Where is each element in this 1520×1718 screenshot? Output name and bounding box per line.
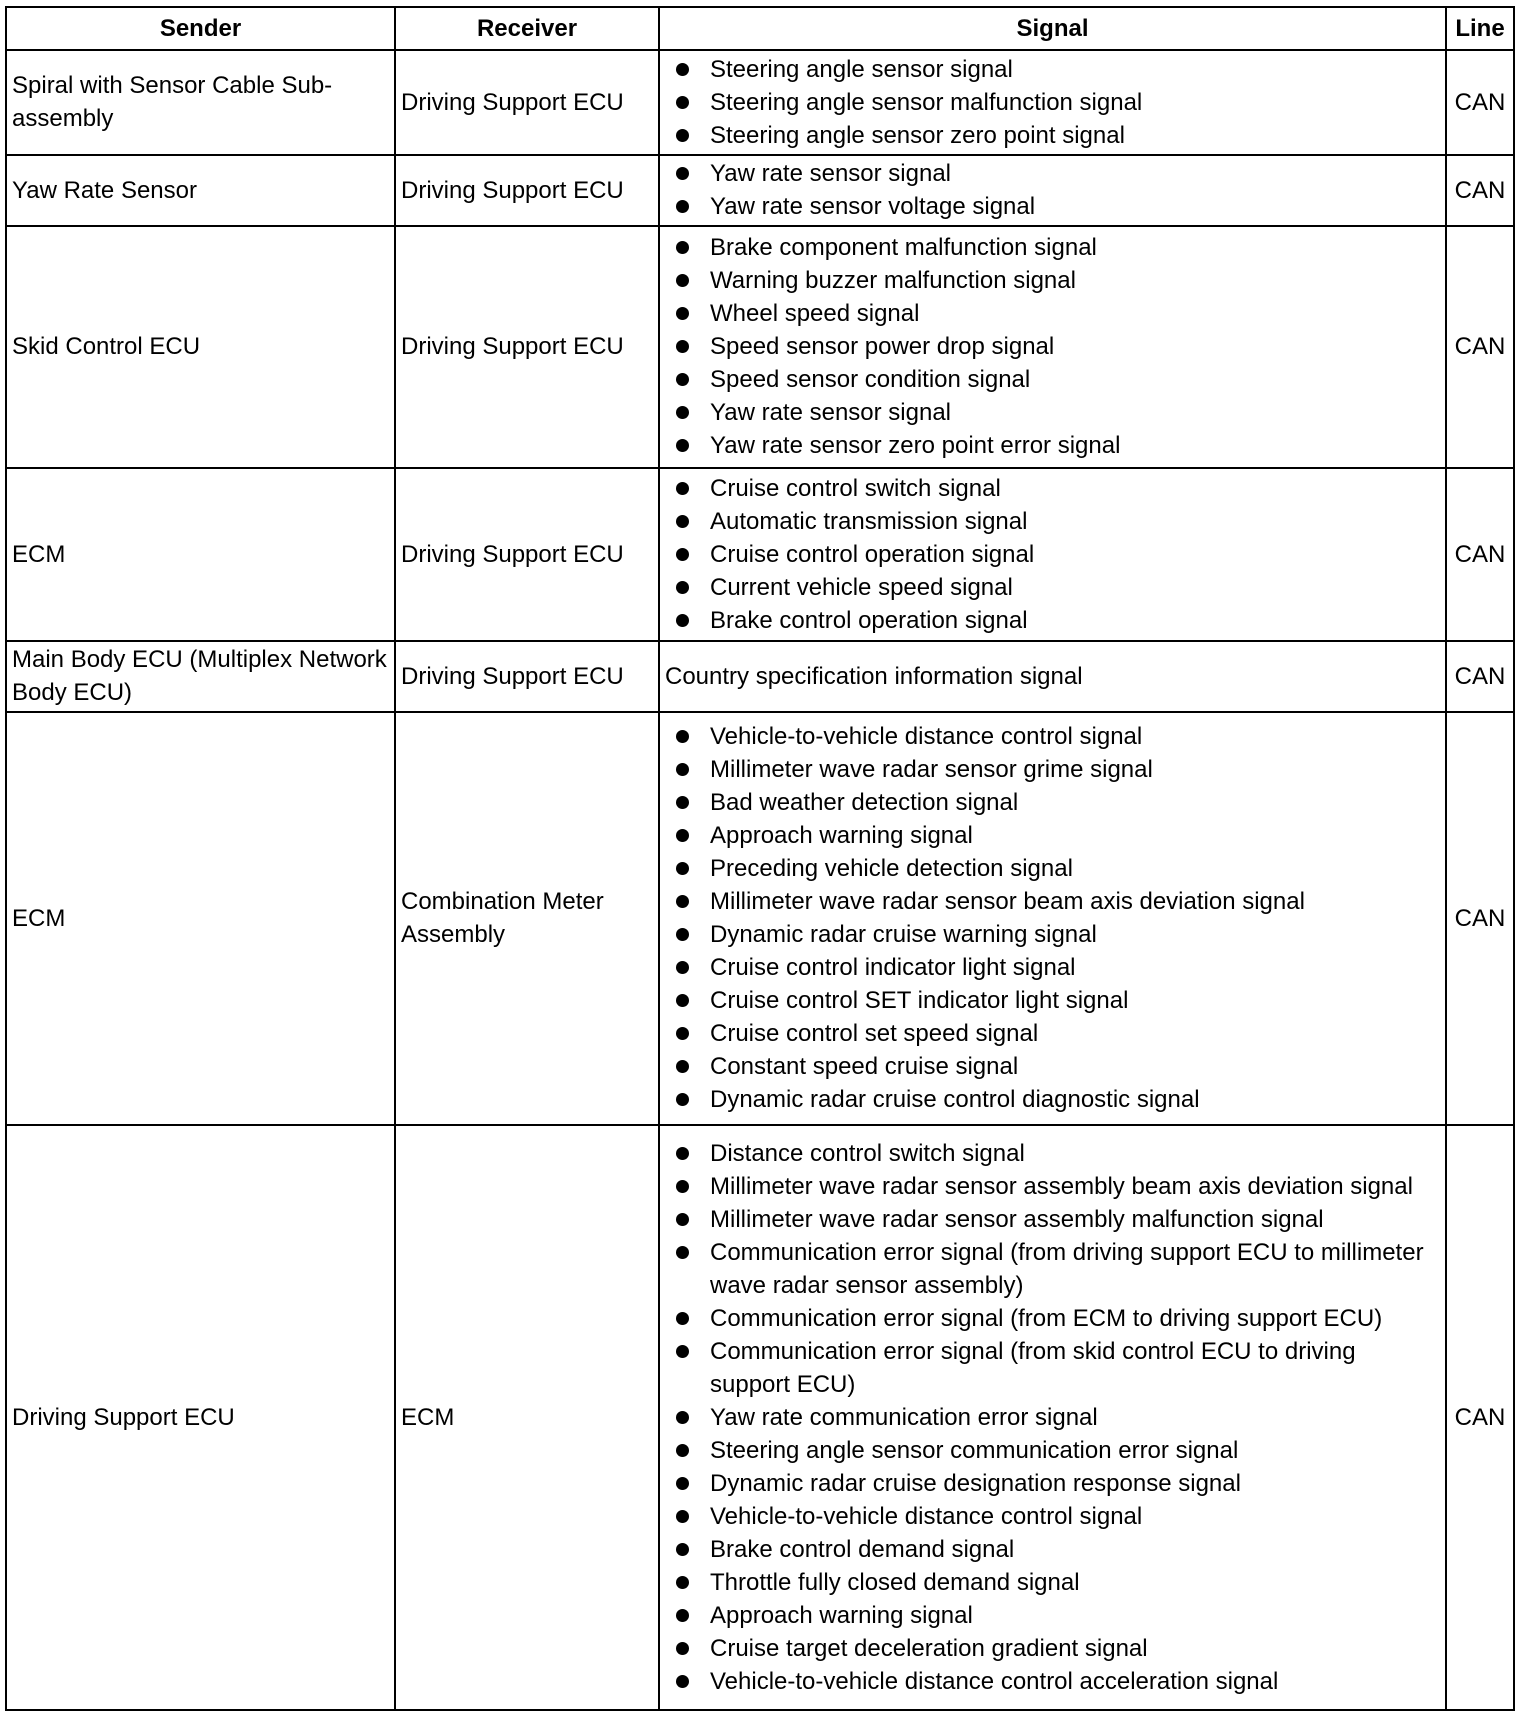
signal-item: Constant speed cruise signal — [710, 1050, 1440, 1083]
signal-cell — [659, 1125, 1446, 1710]
signal-item: Communication error signal (from skid control ECU to driving support ECU) — [710, 1335, 1440, 1401]
line-cell: CAN — [1446, 1125, 1514, 1710]
signal-item: Millimeter wave radar sensor grime signal — [710, 753, 1440, 786]
signal-cell — [659, 641, 1446, 712]
signal-list — [665, 157, 1440, 223]
signal-cell — [659, 712, 1446, 1125]
signal-item: Warning buzzer malfunction signal — [710, 264, 1440, 297]
signal-item: Preceding vehicle detection signal — [710, 852, 1440, 885]
table-row — [6, 1125, 1514, 1710]
signal-table — [5, 6, 1515, 1711]
signal-item: Yaw rate communication error signal — [710, 1401, 1440, 1434]
signal-cell — [659, 226, 1446, 468]
signal-item: Wheel speed signal — [710, 297, 1440, 330]
sender-cell: Main Body ECU (Multiplex Network Body ECU) — [6, 641, 395, 712]
signal-item: Dynamic radar cruise designation response signal — [710, 1467, 1440, 1500]
receiver-cell: Driving Support ECU — [395, 468, 659, 641]
signal-item: Cruise control switch signal — [710, 472, 1440, 505]
line-cell: CAN — [1446, 712, 1514, 1125]
signal-item: Cruise target deceleration gradient signal — [710, 1632, 1440, 1665]
signal-item: Brake control operation signal — [710, 604, 1440, 637]
signal-text: Country specification information signal — [665, 662, 1083, 690]
signal-item: Cruise control SET indicator light signal — [710, 984, 1440, 1017]
signal-item: Speed sensor condition signal — [710, 363, 1440, 396]
signal-item: Steering angle sensor communication error signal — [710, 1434, 1440, 1467]
receiver-cell: Driving Support ECU — [395, 226, 659, 468]
signal-item: Brake component malfunction signal — [710, 231, 1440, 264]
signal-item: Steering angle sensor zero point signal — [710, 119, 1440, 152]
table-row — [6, 468, 1514, 641]
signal-item: Cruise control indicator light signal — [710, 951, 1440, 984]
signal-item: Millimeter wave radar sensor assembly beam axis deviation signal — [710, 1170, 1440, 1203]
signal-item: Yaw rate sensor voltage signal — [710, 190, 1440, 223]
signal-item: Speed sensor power drop signal — [710, 330, 1440, 363]
signal-item: Cruise control operation signal — [710, 538, 1440, 571]
table-row — [6, 226, 1514, 468]
signal-item: Millimeter wave radar sensor beam axis deviation signal — [710, 885, 1440, 918]
receiver-cell: Combination Meter Assembly — [395, 712, 659, 1125]
signal-cell — [659, 50, 1446, 155]
signal-item: Approach warning signal — [710, 819, 1440, 852]
header-receiver: Receiver — [395, 7, 659, 50]
signal-list — [665, 720, 1440, 1116]
line-cell: CAN — [1446, 468, 1514, 641]
header-row — [6, 7, 1514, 50]
signal-item: Steering angle sensor signal — [710, 53, 1440, 86]
sender-cell: Spiral with Sensor Cable Sub-assembly — [6, 50, 395, 155]
table-row — [6, 712, 1514, 1125]
signal-item: Vehicle-to-vehicle distance control acceleration signal — [710, 1665, 1440, 1698]
signal-item: Automatic transmission signal — [710, 505, 1440, 538]
table-row — [6, 155, 1514, 226]
receiver-cell: ECM — [395, 1125, 659, 1710]
header-line: Line — [1446, 7, 1514, 50]
line-cell: CAN — [1446, 50, 1514, 155]
sender-cell: Yaw Rate Sensor — [6, 155, 395, 226]
sender-cell: ECM — [6, 468, 395, 641]
receiver-cell: Driving Support ECU — [395, 641, 659, 712]
signal-item: Vehicle-to-vehicle distance control signal — [710, 1500, 1440, 1533]
line-cell: CAN — [1446, 226, 1514, 468]
signal-item: Steering angle sensor malfunction signal — [710, 86, 1440, 119]
signal-item: Yaw rate sensor zero point error signal — [710, 429, 1440, 462]
signal-item: Approach warning signal — [710, 1599, 1440, 1632]
signal-list — [665, 472, 1440, 637]
signal-item: Communication error signal (from driving support ECU to millimeter wave radar sensor assembly) — [710, 1236, 1440, 1302]
signal-list — [665, 231, 1440, 462]
receiver-cell: Driving Support ECU — [395, 50, 659, 155]
signal-cell — [659, 468, 1446, 641]
line-cell: CAN — [1446, 641, 1514, 712]
receiver-cell: Driving Support ECU — [395, 155, 659, 226]
signal-item: Yaw rate sensor signal — [710, 396, 1440, 429]
signal-item: Communication error signal (from ECM to driving support ECU) — [710, 1302, 1440, 1335]
sender-cell: Skid Control ECU — [6, 226, 395, 468]
signal-item: Vehicle-to-vehicle distance control signal — [710, 720, 1440, 753]
signal-list — [665, 53, 1440, 152]
signal-item: Millimeter wave radar sensor assembly malfunction signal — [710, 1203, 1440, 1236]
signal-item: Current vehicle speed signal — [710, 571, 1440, 604]
header-signal: Signal — [659, 7, 1446, 50]
signal-item: Dynamic radar cruise control diagnostic signal — [710, 1083, 1440, 1116]
signal-cell — [659, 155, 1446, 226]
table-row — [6, 641, 1514, 712]
signal-list — [665, 1137, 1440, 1698]
signal-item: Bad weather detection signal — [710, 786, 1440, 819]
signal-item: Cruise control set speed signal — [710, 1017, 1440, 1050]
signal-item: Brake control demand signal — [710, 1533, 1440, 1566]
signal-item: Dynamic radar cruise warning signal — [710, 918, 1440, 951]
sender-cell: Driving Support ECU — [6, 1125, 395, 1710]
line-cell: CAN — [1446, 155, 1514, 226]
table-row — [6, 50, 1514, 155]
signal-item: Throttle fully closed demand signal — [710, 1566, 1440, 1599]
signal-item: Yaw rate sensor signal — [710, 157, 1440, 190]
signal-item: Distance control switch signal — [710, 1137, 1440, 1170]
header-sender: Sender — [6, 7, 395, 50]
sender-cell: ECM — [6, 712, 395, 1125]
